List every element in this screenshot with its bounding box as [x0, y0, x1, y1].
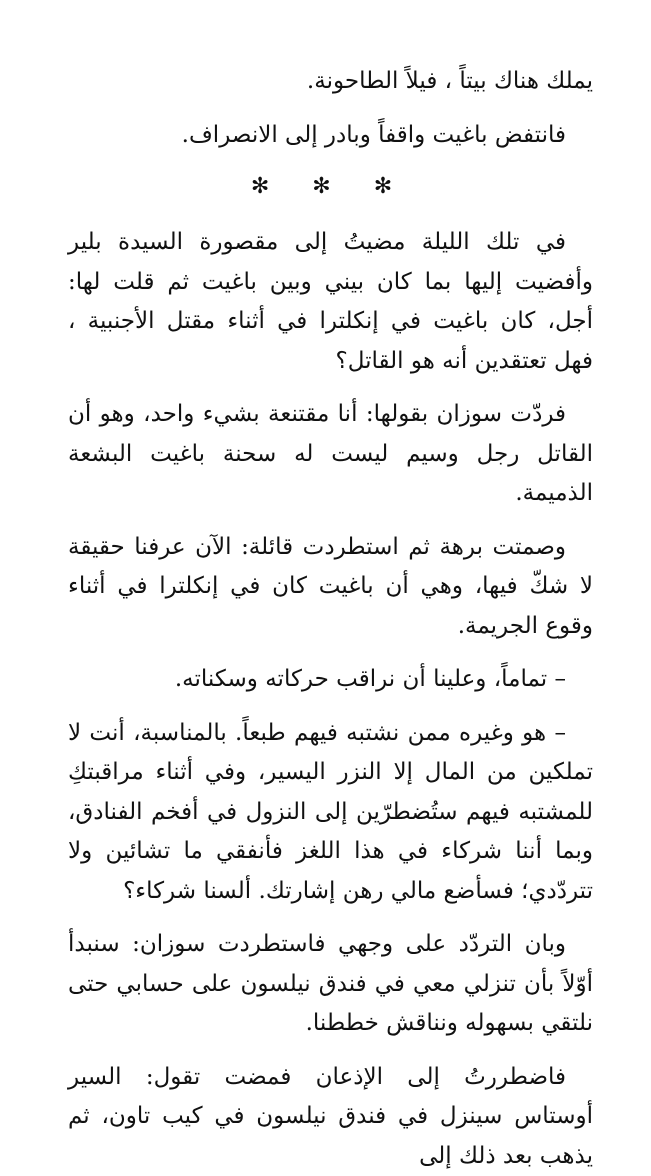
paragraph-7: – هو وغيره ممن نشتبه فيهم طبعاً. بالمناسبة، أنت لا تملكين من المال إلا النزر اليسير، وفي أثناء مراقبتكِ للمشتبه فيهم ستُضطرّين إلى النزول في أفخم الفنادق، وبما أننا شركاء في هذا اللغز فأنفقي ما تشائين ولا تتردّدي؛ فسأضع مالي رهن إشارتك. ألسنا شركاء؟	[68, 714, 593, 912]
paragraph-3: في تلك الليلة مضيتُ إلى مقصورة السيدة بلير وأفضيت إليها بما كان بيني وبين باغيت ثم قلت لها: أجل، كان باغيت في إنكلترا في أثناء مقتل الأجنبية ، فهل تعتقدين أنه هو القاتل؟	[68, 223, 593, 381]
paragraph-1: يملك هناك بيتاً ، فيلاً الطاحونة.	[68, 62, 593, 102]
paragraph-9: فاضطررتُ إلى الإذعان فمضت تقول: السير أوستاس سينزل في فندق نيلسون في كيب تاون، ثم يذهب بعد ذلك إلى	[68, 1058, 593, 1176]
paragraph-5: وصمتت برهة ثم استطردت قائلة: الآن عرفنا حقيقة لا شكّ فيها، وهي أن باغيت كان في إنكلترا في أثناء وقوع الجريمة.	[68, 528, 593, 647]
section-separator: ✻ ✻ ✻	[68, 169, 593, 205]
paragraph-4: فردّت سوزان بقولها: أنا مقتنعة بشيء واحد، وهو أن القاتل رجل وسيم ليست له سحنة باغيت البشعة الذميمة.	[68, 395, 593, 514]
paragraph-2: فانتفض باغيت واقفاً وبادر إلى الانصراف.	[68, 116, 593, 156]
paragraph-6: – تماماً، وعلينا أن نراقب حركاته وسكناته.	[68, 660, 593, 700]
paragraph-8: وبان التردّد على وجهي فاستطردت سوزان: سنبدأ أوّلاً بأن تنزلي معي في فندق نيلسون على حسابي حتى نلتقي بسهوله ونناقش خططنا.	[68, 925, 593, 1044]
